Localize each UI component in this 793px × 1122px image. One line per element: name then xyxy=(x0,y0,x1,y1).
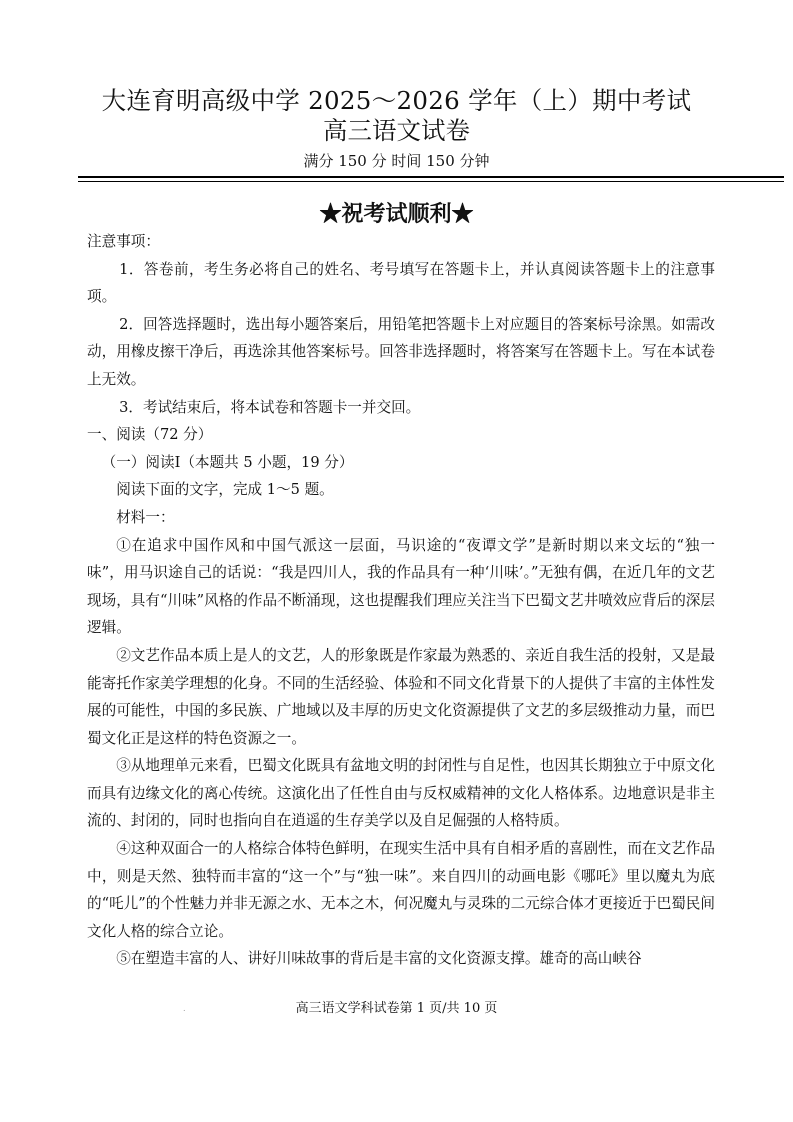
material-label: 材料一： xyxy=(116,508,175,526)
good-luck-banner: ★祝考试顺利★ xyxy=(319,201,474,227)
paragraph: ④这种双面合一的人格综合体特色鲜明，在现实生活中具有自相矛盾的喜剧性，而在文艺作品中，则是天然、独特而丰富的“这一个”与“独一味”。来自四川的动画电影《哪吒》里以魔丸为底的“吒儿”的个性魅力并非无源之水、无本之木，何况魔丸与灵珠的二元综合体才更接近于巴蜀民间文化人格的综合立论。 xyxy=(87,840,715,940)
footer-mark: . xyxy=(183,1004,186,1013)
paper-title: 高三语文试卷 xyxy=(323,116,470,145)
page-footer: 高三语文学科试卷第 1 页/共 10 页 xyxy=(295,1001,498,1016)
notes-heading: 注意事项： xyxy=(87,233,160,250)
header-rule-thick xyxy=(78,176,784,178)
document-body xyxy=(87,228,715,973)
paragraph: ⑤在塑造丰富的人、讲好川味故事的背后是丰富的文化资源支撑。雄奇的高山峡谷 xyxy=(116,950,642,968)
note-item: 3．考试结束后，将本试卷和答题卡一并交回。 xyxy=(119,398,421,416)
paragraph: ②文艺作品本质上是人的文艺，人的形象既是作家最为熟悉的、亲近自我生活的投射，又是最能寄托作家美学理想的化身。不同的生活经验、体验和不同文化背景下的人提供了丰富的主体性发展的可能性，中国的多民族、广地域以及丰厚的历史文化资源提供了文艺的多层级推动力量，而巴蜀文化正是这样的特色资源之一。 xyxy=(87,646,715,747)
exam-info: 满分 150 分 时间 150 分钟 xyxy=(303,152,490,170)
paragraph: ①在追求中国作风和中国气派这一层面，马识途的“夜谭文学”是新时期以来文坛的“独一味”，用马识途自己的话说：“我是四川人，我的作品具有一种‘川味’。”无独有偶，在近几年的文艺现场，具有“川味”风格的作品不断涌现，这也提醒我们理应关注当下巴蜀文艺井喷效应背后的深层逻辑。 xyxy=(87,536,715,637)
note-item: 1．答卷前，考生务必将自己的姓名、考号填写在答题卡上，并认真阅读答题卡上的注意事项。 xyxy=(87,260,715,306)
paragraph: ③从地理单元来看，巴蜀文化既具有盆地文明的封闭性与自足性，也因其长期独立于中原文化而具有边缘文化的离心传统。这演化出了任性自由与反权威精神的文化人格体系。边地意识是非主流的、封闭的，同时也指向自在逍遥的生存美学以及自足倔强的人格特质。 xyxy=(87,757,715,830)
subsection-heading: （一）阅读Ⅰ（本题共 5 小题，19 分） xyxy=(101,453,354,471)
note-item: 2．回答选择题时，选出每小题答案后，用铅笔把答题卡上对应题目的答案标号涂黑。如需改动，用橡皮擦干净后，再选涂其他答案标号。回答非选择题时，将答案写在答题卡上。写在本试卷上无效。 xyxy=(87,315,715,388)
reading-instruction: 阅读下面的文字，完成 1～5 题。 xyxy=(116,481,334,499)
header-rule-thin xyxy=(78,181,784,182)
section-heading: 一、阅读（72 分） xyxy=(87,426,213,444)
exam-title: 大连育明高级中学 2025～2026 学年（上）期中考试 xyxy=(101,86,692,115)
